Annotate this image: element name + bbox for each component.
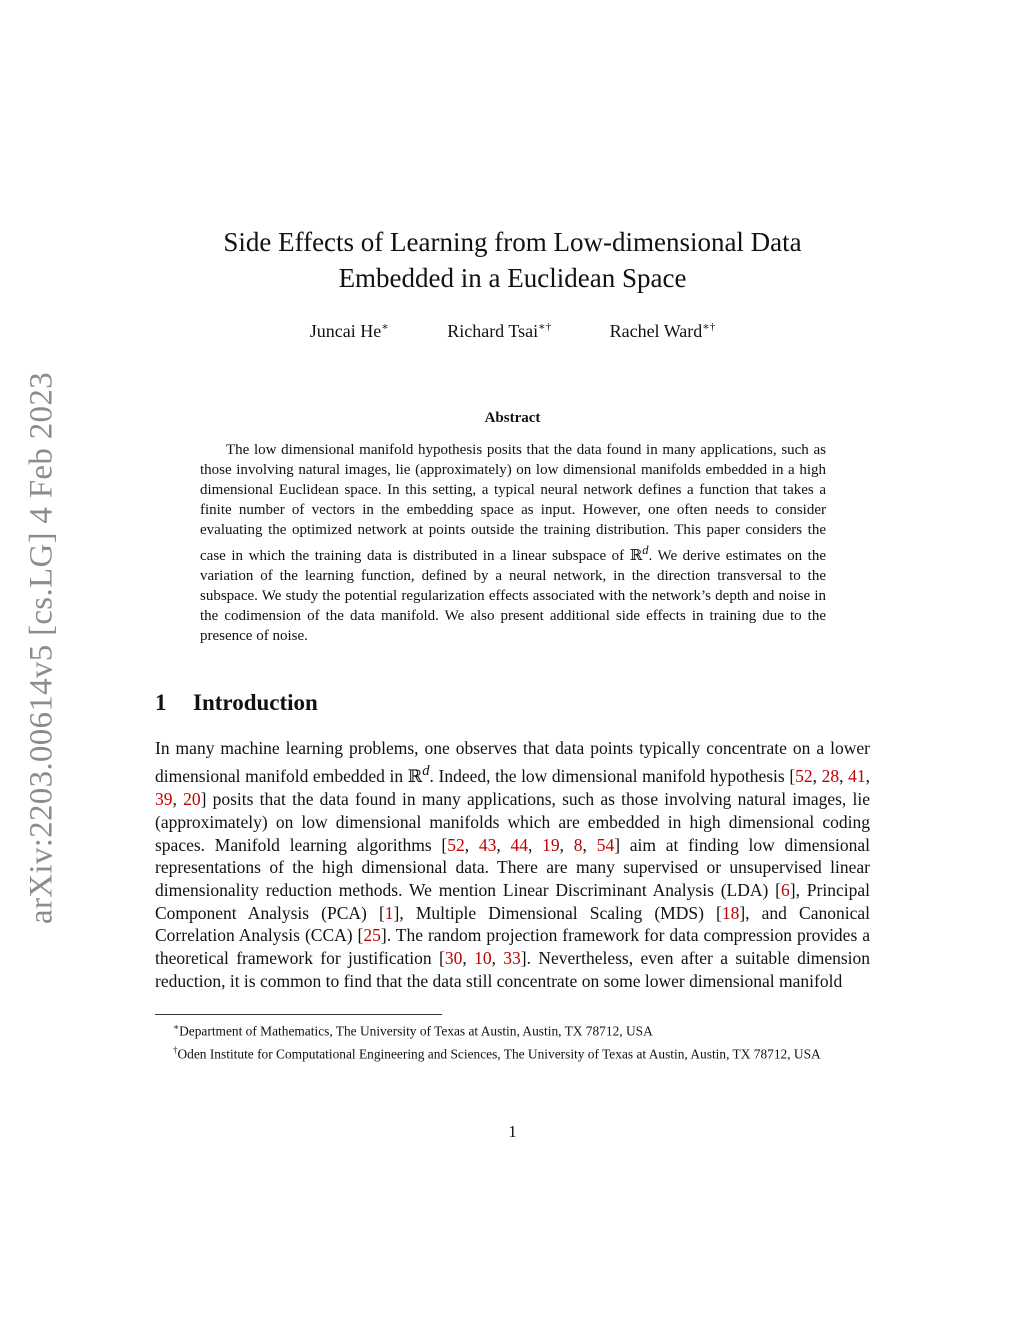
intro-text: ], Principal Component Analysis (PCA) [ [155,880,870,923]
citation-link[interactable]: 30 [444,948,463,969]
author-name: Richard Tsai [447,321,539,341]
introduction-paragraph: In many machine learning problems, one observes that data points typically concentrate on a lower dimensional manifold embedded in ℝ$^d$. Indeed, the low dimensional manifold hypothesis [52, 28, 41, 39, 20] posits that the data found in many applications, such as those involving natural images, lie (approximately) on low dimensional manifolds which are embedded in high dimensional coding spaces. Manifold learning algorithms [52, 43, 44, 19, 8, 54] aim at finding low dimensional representations of the high dimensional data. There are many supervised or unsupervised linear dimensionality reduction methods. We mention Linear Discriminant Analysis (LDA) [6], Principal Component Analysis (PCA) [1], Multiple Dimensional Scaling (MDS) [18], and Canonical Correlation Analysis (CCA) [25]. The random projection framework for data compression provides a theoretical framework for justification [30, 10, 33]. Nevertheless, even after a suitable dimension reduction, it is common to find that the data still concentrate on some lower dimensional manifold [155,738,871,991]
author-name: Rachel Ward [609,321,703,341]
intro-text: In many machine learning problems, one observes that data points typically concentrate on a lower dimensional manifold embedded in [155,738,870,786]
citation-link[interactable]: 10 [474,948,492,969]
section-heading-introduction [155,690,318,716]
author-affiliation-marks: ∗ [381,321,389,333]
dimension-variable: d [422,762,430,779]
footnote-text: Department of Mathematics, The University of Texas at Austin, Austin, TX 78712, USA [179,1023,653,1039]
footnote-2 [155,1041,870,1064]
page-number: 1 [508,1122,517,1141]
citation-link[interactable]: 18 [721,902,740,923]
citation-link[interactable]: 43 [478,834,497,855]
section-number: 1 [155,690,167,715]
intro-text: ] posits that the data found in many applications, such as those involving natural images, lie (approximately) on low dimensional manifolds which are embedded in high dimensional coding spaces. Manifold learning algorithms [ [155,789,870,855]
author-list [155,320,870,342]
intro-text: ], Multiple Dimensional Scaling (MDS) [ [393,902,722,923]
citation-link[interactable]: 52 [795,765,813,786]
citation-link[interactable]: 52 [447,834,465,855]
citation-link[interactable]: 54 [596,834,615,855]
section-title: Introduction [193,690,318,715]
dimension-superscript [422,763,429,779]
title-line-2: Embedded in a Euclidean Space [338,263,687,293]
footnote-divider [155,1014,442,1015]
author-affiliation-marks: ∗† [538,321,552,333]
paper-title [155,224,870,296]
real-space-symbol: ℝ [407,766,423,787]
footnote-1 [155,1018,870,1041]
citation-link[interactable]: 33 [503,948,521,969]
intro-text: ] aim at finding low dimensional representations of the high dimensional data. There are many supervised or unsupervised linear dimensionality reduction methods. We mention Linear Discriminant Analysis (LDA) [ [155,834,871,901]
citation-link[interactable]: 1 [384,902,394,923]
intro-text: ]. Nevertheless, even after a suitable dimension reduction, it is common to find that the data still concentrate on some lower dimensional manifold [155,948,871,991]
author-affiliation-marks: ∗† [702,321,716,333]
abstract-text [200,440,826,646]
citation-link[interactable]: 20 [183,789,201,810]
footnote-mark: ∗ [173,1022,180,1032]
author-2 [447,320,551,342]
footnotes [155,1018,870,1064]
citation-link[interactable]: 39 [155,789,173,810]
citation-link[interactable]: 8 [573,834,583,855]
arxiv-identifier-stamp: arXiv:2203.00614v5 [cs.LG] 4 Feb 2023 [23,372,60,924]
intro-text: ]. The random projection framework for data compression provides a theoretical framework for justification [ [155,925,871,969]
author-3 [610,320,716,342]
dimension-variable: d [642,543,649,557]
intro-text: ], and Canonical Correlation Analysis (CCA) [ [155,902,870,946]
abstract-heading: Abstract [484,410,541,426]
author-name: Juncai He [309,321,382,341]
citation-link[interactable]: 41 [848,765,866,786]
footnote-mark: † [173,1044,178,1055]
author-1 [310,320,389,342]
abstract-text-part: The low dimensional manifold hypothesis posits that the data found in many applications, such as those involving natural images, lie (approximately) on low dimensional manifolds embedded in a high dimensional Euclidean space. In this setting, a typical neural network defines a function that takes a finite number of vectors in the embedding space as input. However, one often needs to consider evaluating the optimized network at points outside the training distribution. This paper considers the case in which the training data is distributed in a linear subspace of [200,442,826,564]
footnote-text: Oden Institute for Computational Engineering and Sciences, The University of Texas at Austin, Austin, TX 78712, USA [177,1046,821,1062]
citation-link[interactable]: 19 [542,834,560,855]
abstract-text-part: . We derive estimates on the variation of the learning function, defined by a neural network, in the direction transversal to the subspace. We study the potential regularization effects associated with the network’s depth and noise in the codimension of the data manifold. We also present additional side effects in training due to the presence of noise. [200,548,826,644]
citation-link[interactable]: 28 [821,765,840,786]
citation-link[interactable]: 25 [363,925,381,946]
real-space-symbol: ℝ [629,546,643,564]
citation-link[interactable]: 6 [781,880,790,901]
intro-text: . Indeed, the low dimensional manifold hypothesis [ [429,765,796,786]
citation-link[interactable]: 44 [510,834,529,855]
title-line-1: Side Effects of Learning from Low-dimensional Data [223,227,802,257]
